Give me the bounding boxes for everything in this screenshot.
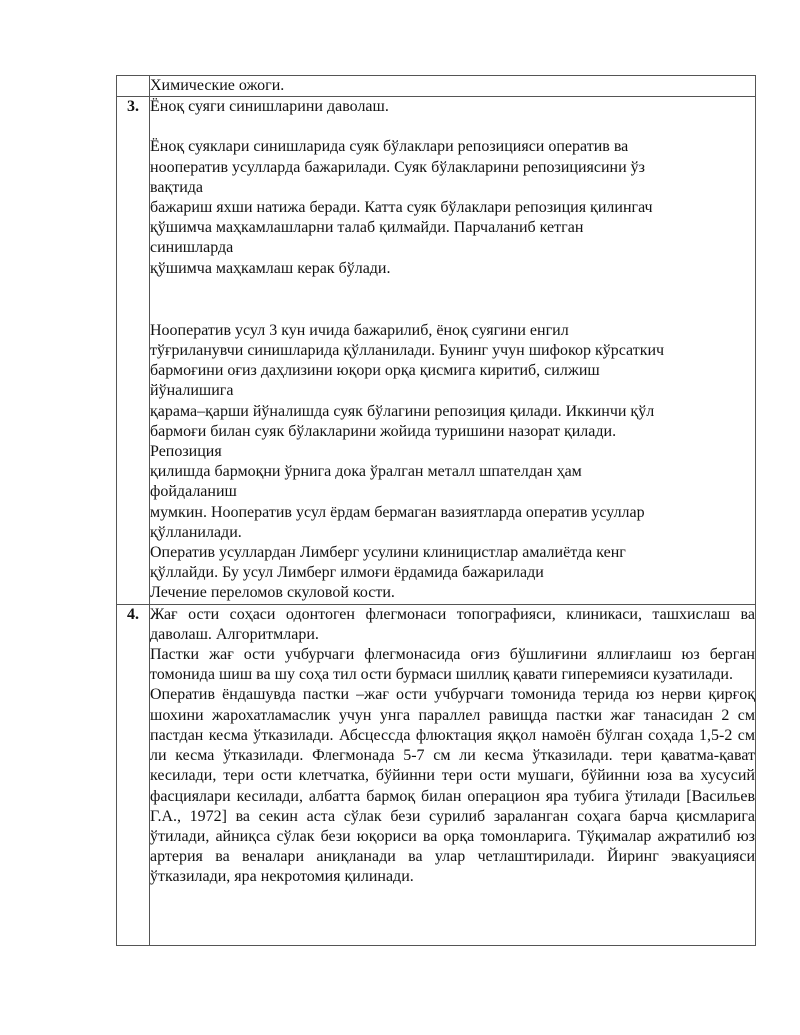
text-line: қўшимча маҳкамлаш керак бўлади. xyxy=(150,259,391,277)
section-title: Ёноқ суяги синишларини даволаш. xyxy=(150,98,389,116)
text-line: синишларда xyxy=(150,239,234,257)
text-line: бармоғини оғиз даҳлизини юқори орқа қисмига киритиб, силжиш xyxy=(150,362,600,380)
table-row xyxy=(117,604,756,945)
paragraph xyxy=(150,321,755,604)
row-text-block xyxy=(150,605,755,945)
text-line: бармоғи билан суяк бўлакларини жойида туришини назорат қилади. xyxy=(150,422,617,440)
paragraph: Пастки жағ ости учбурчаги флегмонасида оғиз бўшлиғини яллиғлаиш юз берган томонида шиш ва шу соҳа тил ости бурмаси шиллиқ қавати гиперемияси кузатилади. xyxy=(150,646,755,684)
table-row xyxy=(117,76,756,97)
document-table xyxy=(116,75,756,946)
row-number: 3. xyxy=(117,97,150,604)
row-content xyxy=(150,97,756,604)
text-line: қўлланилади. xyxy=(150,523,242,541)
row-number: 4. xyxy=(117,604,150,945)
text-line: Ёноқ суяклари синишларида суяк бўлаклари репозицияси оператив ва xyxy=(150,138,629,156)
table-row xyxy=(117,97,756,604)
text-line: мумкин. Нооператив усул ёрдам бермаган вазиятларда оператив усуллар xyxy=(150,503,645,521)
text-line: йўналишига xyxy=(150,382,234,400)
paragraph xyxy=(150,137,755,278)
text-line: вақтида xyxy=(150,178,204,196)
section-title: Жағ ости соҳаси одонтоген флегмонаси топографияси, клиникаси, ташхислаш ва даволаш. Алгоритмлари. xyxy=(150,605,755,643)
text-line: Оператив усуллардан Лимберг усулини клиницистлар амалиётда кенг xyxy=(150,544,626,562)
row-content xyxy=(150,604,756,945)
text-line: Нооператив усул 3 кун ичида бажарилиб, ёноқ суягини енгил xyxy=(150,321,569,339)
text-line: тўғриланувчи синишларида қўлланилади. Бунинг учун шифокор кўрсаткич xyxy=(150,342,665,360)
text-line: Репозиция xyxy=(150,443,222,461)
text-line: қўшимча маҳкамлашларни талаб қилмайди. Парчаланиб кетган xyxy=(150,219,584,237)
row-content xyxy=(150,76,756,97)
text-line: қарама–қарши йўналишда суяк бўлагини репозиция қилади. Иккинчи қўл xyxy=(150,402,655,420)
text-line: Лечение переломов скуловой кости. xyxy=(150,584,395,602)
row-number xyxy=(117,76,150,97)
text-line: нооператив усулларда бажарилади. Суяк бўлакларини репозициясини ўз xyxy=(150,158,645,176)
paragraph: Оператив ёндашувда пастки –жағ ости учбурчаги томонида терида юз нерви қирғоқ шохини жарохатламаслик учун унга параллел равищда пастки жағ танасидан 2 см пастдан кесма ўтказилади. Абсцессда флюктация яққол намоён бўлган соҳада 1,5-2 см ли кесма ўтказилади. Флегмонада 5-7 см ли кесма ўтказилади. тери қаватма-қават кесилади, тери ости клетчатка, бўйинни тери ости мушаги, бўйинни юза ва хусусий фасциялари кесилади, албатта бармоқ билан операцион яра тубига ўтилади [Васильев Г.А., 1972] ва секин аста сўлак бези сурилиб зараланган соҳага барча қисмларига ўтилади, айниқса сўлак бези юқориси ва орқа томонларига. Тўқималар ажратилиб юз артерия ва веналари аниқланади ва улар четлаштирилади. Йиринг эвакуацияси ўтказилади, яра некротомия қилинади. xyxy=(150,686,755,886)
row-text: Химические ожоги. xyxy=(150,77,285,94)
text-line: бажариш яхши натижа беради. Катта суяк бўлаклари репозиция қилингач xyxy=(150,199,653,217)
text-line: фойдаланиш xyxy=(150,483,237,501)
text-line: қилишда бармоқни ўрнига дока ўралган металл шпателдан ҳам xyxy=(150,463,582,481)
text-line: қўллайди. Бу усул Лимберг илмоғи ёрдамида бажарилади xyxy=(150,564,544,582)
